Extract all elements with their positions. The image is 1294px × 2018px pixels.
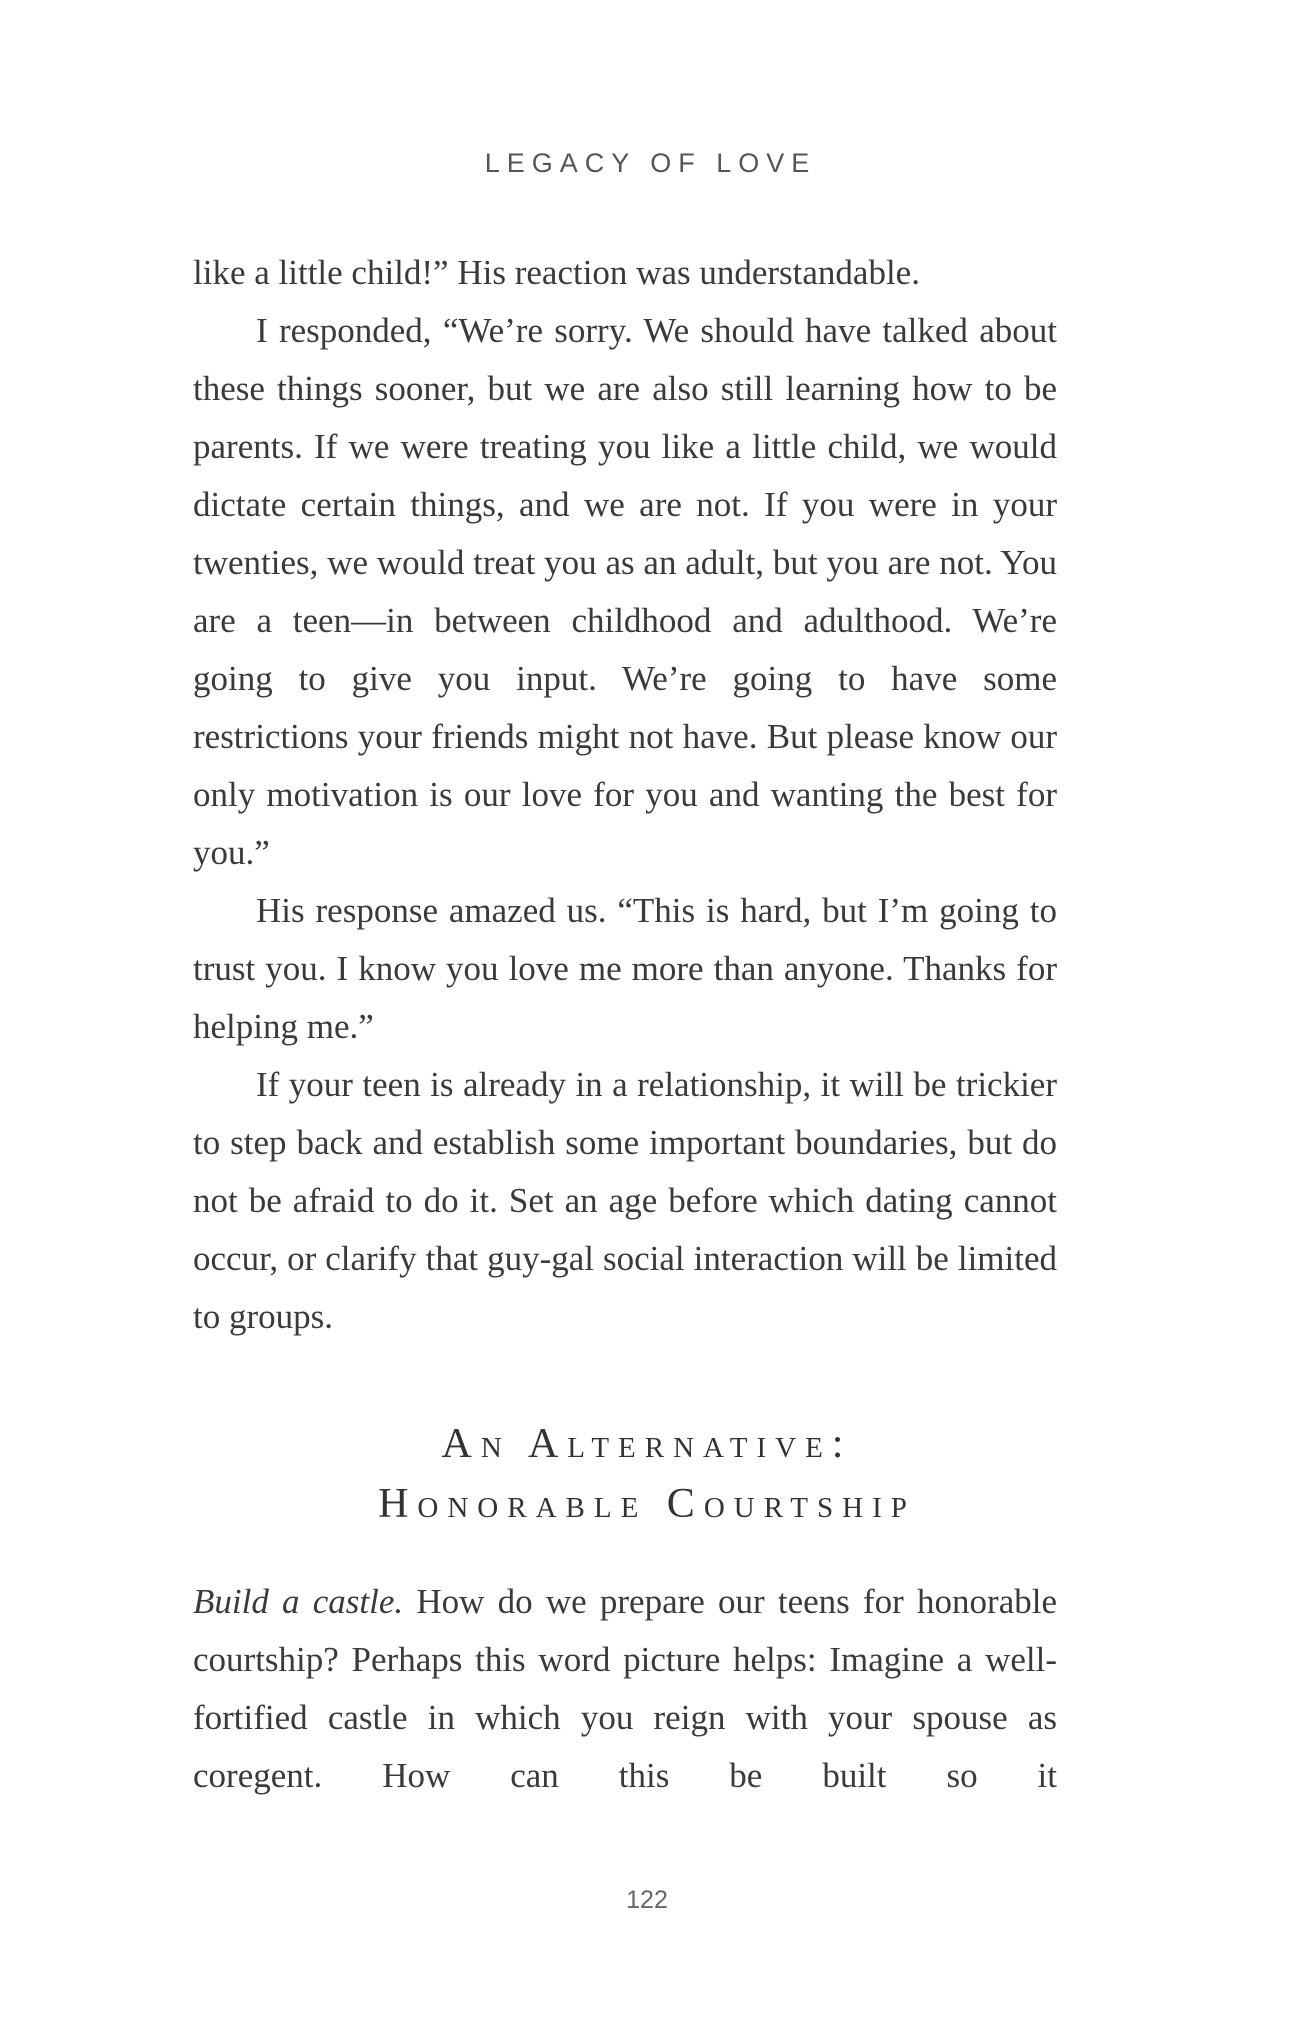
paragraph-relationship: If your teen is already in a relationship, it will be trickier to step back and establish some important boundaries, but do not be afraid to do it. Set an age before which dating cannot occur, or clarify that guy-gal social interaction will be limited to groups. xyxy=(193,1065,1057,1336)
paragraph-response: I responded, “We’re sorry. We should have talked about these things sooner, but we are also still learning how to be parents. If we were treating you like a little child, we would dictate certain things, and we are not. If you were in your twenties, we would treat you as an adult, but you are not. You are a teen—in between childhood and adulthood. We’re going to give you input. We’re going to have some restrictions your friends might not have. But please know our only motivation is our love for you and wanting the best for you.” xyxy=(193,311,1057,872)
page-number: 122 xyxy=(626,1886,668,1914)
section-body xyxy=(193,1573,1057,1805)
lead-in-italic: Build a castle. xyxy=(193,1582,404,1621)
running-head: LEGACY OF LOVE xyxy=(484,148,817,178)
section-heading-line-2: Honorable Courtship xyxy=(378,1481,916,1527)
paragraph-continuation: like a little child!” His reaction was understandable. xyxy=(193,253,920,292)
section-heading xyxy=(0,1414,1294,1534)
section-heading-line-1: An Alternative: xyxy=(441,1421,853,1467)
paragraph-castle-text: How do we prepare our teens for honorable courtship? Perhaps this word picture helps: Imagine a well-fortified castle in which you reign with your spouse as coregent. How can this be built so it xyxy=(193,1582,1057,1795)
paragraph-his-response: His response amazed us. “This is hard, but I’m going to trust you. I know you love me more than anyone. Thanks for helping me.” xyxy=(193,891,1057,1046)
paragraph-castle xyxy=(193,1573,1057,1805)
body-text xyxy=(193,244,1057,1346)
